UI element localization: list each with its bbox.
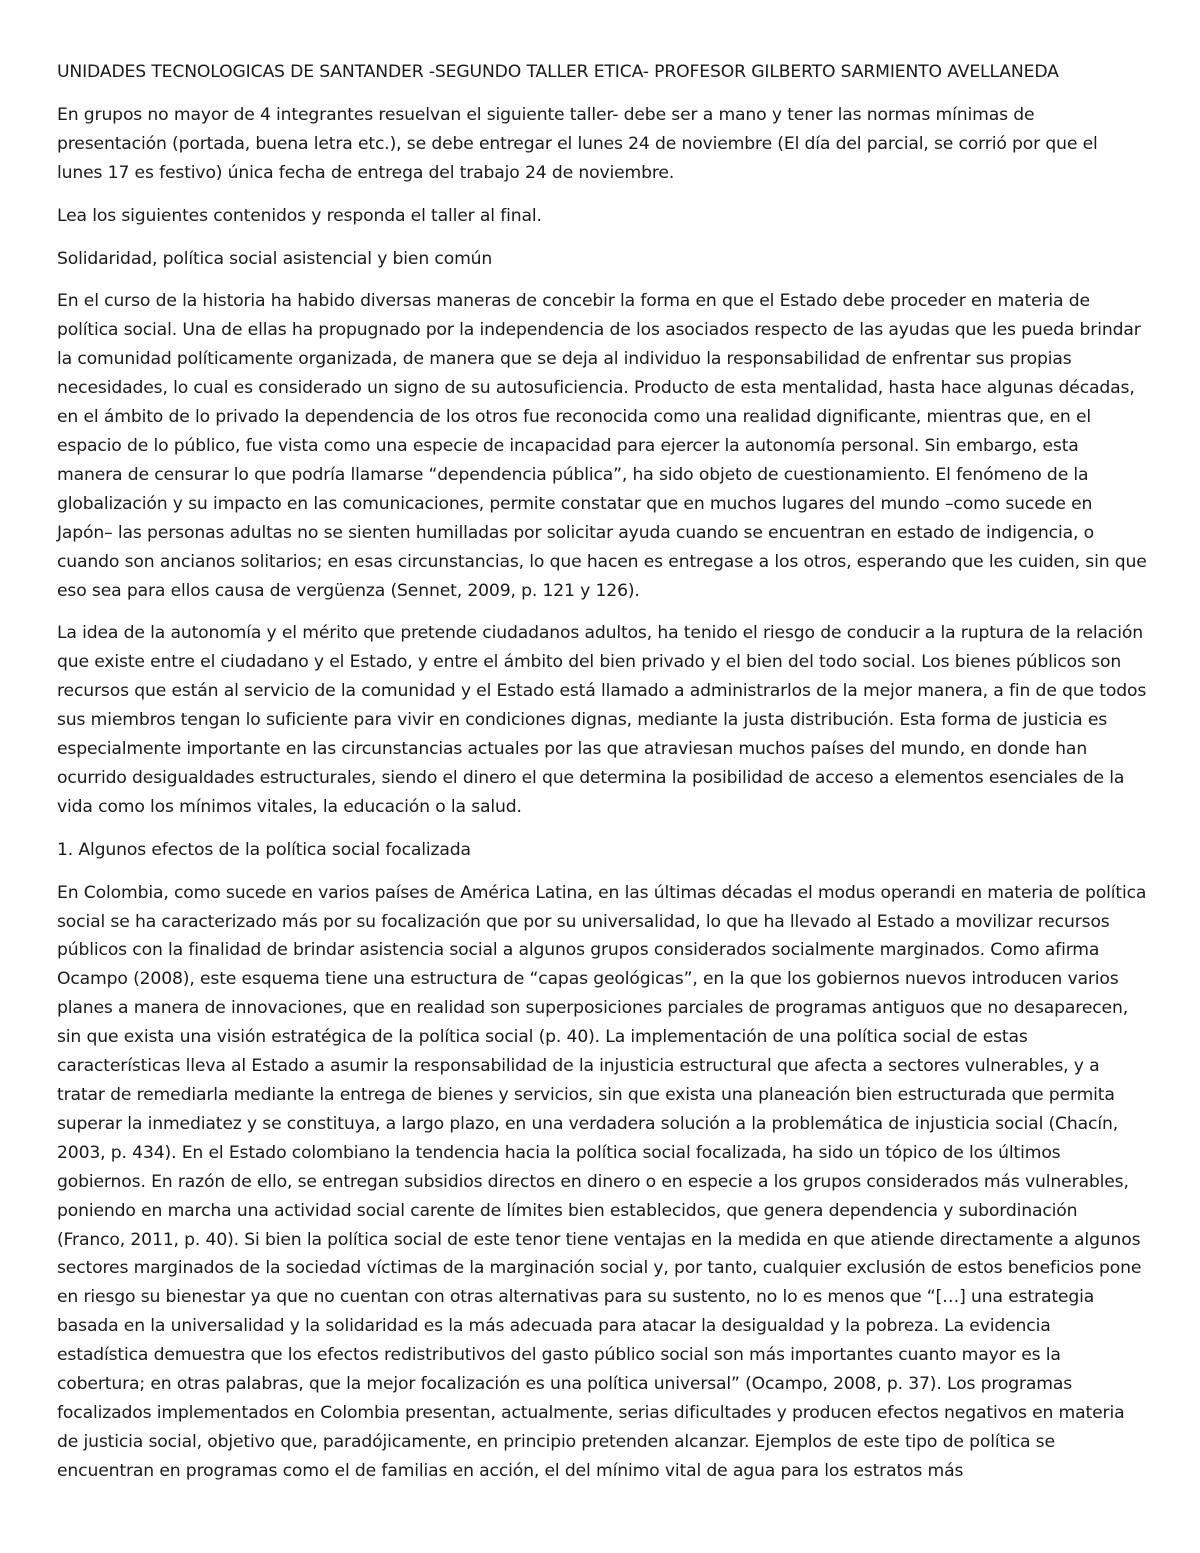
read-prompt: Lea los siguientes contenidos y responda el taller al final. (57, 205, 542, 226)
body-paragraph-1: En el curso de la historia ha habido diversas maneras de concebir la forma en que el Estado debe proceder en materia de política social. Una de ellas ha propugnado por la independencia de los asociados respecto de las ayudas que les pueda brindar la comunidad políticamente organizada, de manera que se deja al individuo la responsabilidad de enfrentar sus propias necesidades, lo cual es considerado un signo de su autosuficiencia. Producto de esta mentalidad, hasta hace algunas décadas, en el ámbito de lo privado la dependencia de los otros fue reconocida como una realidad dignificante, mientras que, en el espacio de lo público, fue vista como una especie de incapacidad para ejercer la autonomía personal. Sin embargo, esta manera de censurar lo que podría llamarse “dependencia pública”, ha sido objeto de cuestionamiento. El fenómeno de la globalización y su impacto en las comunicaciones, permite constatar que en muchos lugares del mundo –como sucede en Japón– las personas adultas no se sienten humilladas por solicitar ayuda cuando se encuentran en estado de indigencia, o cuando son ancianos solitarios; en esas circunstancias, lo que hacen es entregase a los otros, esperando que les cuiden, sin que eso sea para ellos causa de vergüenza (Sennet, 2009, p. 121 y 126). (57, 291, 1147, 601)
subsection-title: 1. Algunos efectos de la política social focalizada (57, 839, 471, 860)
instructions-paragraph: En grupos no mayor de 4 integrantes resuelvan el siguiente taller- debe ser a mano y tener las normas mínimas de presentación (portada, buena letra etc.), se debe entregar el lunes 24 de noviembre (El día del parcial, se corrió por que el lunes 17 es festivo) única fecha de entrega del trabajo 24 de noviembre. (57, 104, 1098, 183)
body-paragraph-3: En Colombia, como sucede en varios países de América Latina, en las últimas décadas el modus operandi en materia de política social se ha caracterizado más por su focalización que por su universalidad, lo que ha llevado al Estado a movilizar recursos públicos con la finalidad de brindar asistencia social a algunos grupos considerados socialmente marginados. Como afirma Ocampo (2008), este esquema tiene una estructura de “capas geológicas”, en la que los gobiernos nuevos introducen varios planes a manera de innovaciones, que en realidad son superposiciones parciales de programas antiguos que no desaparecen, sin que exista una visión estratégica de la política social (p. 40). La implementación de una política social de estas características lleva al Estado a asumir la responsabilidad de la injusticia estructural que afecta a sectores vulnerables, y a tratar de remediarla mediante la entrega de bienes y servicios, sin que exista una planeación bien estructurada que permita superar la inmediatez y se constituya, a largo plazo, en una verdadera solución a la problemática de injusticia social (Chacín, 2003, p. 434). En el Estado colombiano la tendencia hacia la política social focalizada, ha sido un tópico de los últimos gobiernos. En razón de ello, se entregan subsidios directos en dinero o en especie a los grupos considerados más vulnerables, poniendo en marcha una actividad social carente de límites bien establecidos, que genera dependencia y subordinación (Franco, 2011, p. 40). Si bien la política social de este tenor tiene ventajas en la medida en que atiende directamente a algunos sectores marginados de la sociedad víctimas de la marginación social y, por tanto, cualquier exclusión de estos beneficios pone en riesgo su bienestar ya que no cuentan con otras alternativas para su sustento, no lo es menos que “[…] una estrategia basada en la universalidad y la solidaridad es la más adecuada para atacar la desigualdad y la pobreza. La evidencia estadística demuestra que los efectos redistributivos del gasto público social son más importantes cuanto mayor es la cobertura; en otras palabras, que la mejor focalización es una política universal” (Ocampo, 2008, p. 37). Los programas focalizados implementados en Colombia presentan, actualmente, serias dificultades y producen efectos negativos en materia de justicia social, objetivo que, paradójicamente, en principio pretenden alcanzar. Ejemplos de este tipo de política se encuentran en programas como el de familias en acción, el del mínimo vital de agua para los estratos más (57, 882, 1147, 1481)
document-page (57, 58, 1147, 1500)
section-title: Solidaridad, política social asistencial y bien común (57, 248, 493, 269)
body-paragraph-2: La idea de la autonomía y el mérito que pretende ciudadanos adultos, ha tenido el riesgo de conducir a la ruptura de la relación que existe entre el ciudadano y el Estado, y entre el ámbito del bien privado y el bien del todo social. Los bienes públicos son recursos que están al servicio de la comunidad y el Estado está llamado a administrarlos de la mejor manera, a fin de que todos sus miembros tengan lo suficiente para vivir en condiciones dignas, mediante la justa distribución. Esta forma de justicia es especialmente importante en las circunstancias actuales por las que atraviesan muchos países del mundo, en donde han ocurrido desigualdades estructurales, siendo el dinero el que determina la posibilidad de acceso a elementos esenciales de la vida como los mínimos vitales, la educación o la salud. (57, 623, 1147, 817)
document-header: UNIDADES TECNOLOGICAS DE SANTANDER -SEGUNDO TALLER ETICA- PROFESOR GILBERTO SARMIENTO AVELLANEDA (57, 62, 1059, 82)
